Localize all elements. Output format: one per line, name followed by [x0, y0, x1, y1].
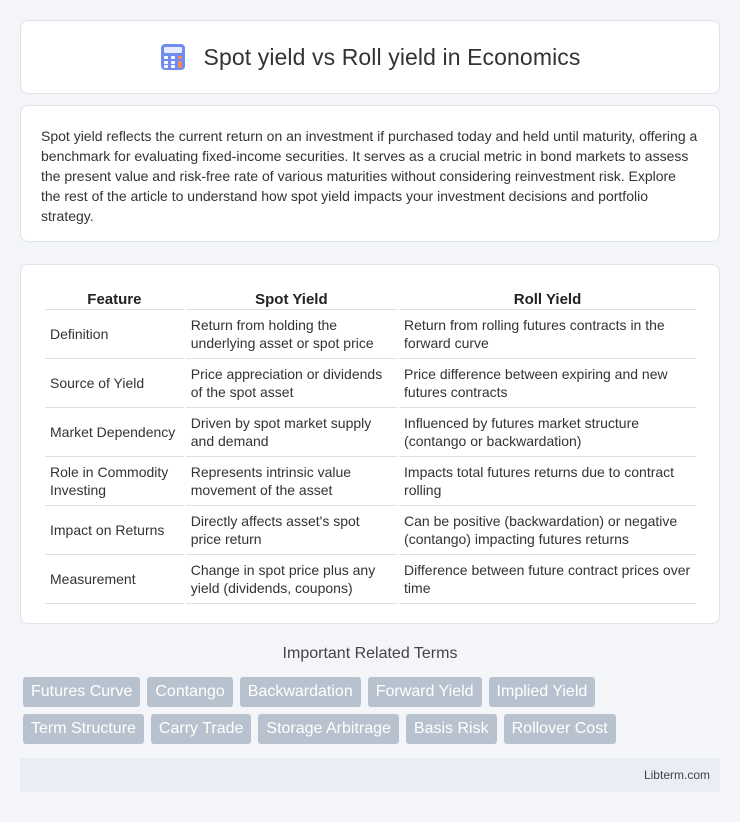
table-row	[45, 310, 696, 359]
spot-yield-cell: Directly affects asset's spot price return	[186, 506, 397, 555]
tag-implied-yield[interactable]: Implied Yield	[489, 677, 596, 707]
title-wrap	[160, 43, 581, 71]
roll-yield-cell: Can be positive (backwardation) or negative (contango) impacting futures returns	[399, 506, 696, 555]
table-row	[45, 555, 696, 604]
roll-yield-cell: Difference between future contract prices over time	[399, 555, 696, 604]
table-header-row	[45, 285, 696, 310]
intro-card	[20, 105, 720, 242]
feature-cell: Market Dependency	[45, 408, 184, 457]
tag-futures-curve[interactable]: Futures Curve	[23, 677, 140, 707]
feature-cell: Source of Yield	[45, 359, 184, 408]
tag-term-structure[interactable]: Term Structure	[23, 714, 144, 744]
feature-cell: Definition	[45, 310, 184, 359]
tag-rollover-cost[interactable]: Rollover Cost	[504, 714, 616, 744]
table-row	[45, 506, 696, 555]
tag-contango[interactable]: Contango	[147, 677, 232, 707]
feature-cell: Role in Commodity Investing	[45, 457, 184, 506]
spot-yield-cell: Driven by spot market supply and demand	[186, 408, 397, 457]
comparison-table-card	[20, 264, 720, 624]
spot-yield-cell: Represents intrinsic value movement of the asset	[186, 457, 397, 506]
header-spot-yield: Spot Yield	[186, 285, 397, 310]
tag-backwardation[interactable]: Backwardation	[240, 677, 361, 707]
tag-storage-arbitrage[interactable]: Storage Arbitrage	[258, 714, 399, 744]
table-row	[45, 457, 696, 506]
tag-carry-trade[interactable]: Carry Trade	[151, 714, 251, 744]
header-card	[20, 20, 720, 94]
table-row	[45, 408, 696, 457]
tag-basis-risk[interactable]: Basis Risk	[406, 714, 497, 744]
table-row	[45, 359, 696, 408]
header-feature: Feature	[45, 285, 184, 310]
related-terms-list	[23, 677, 723, 744]
calculator-icon	[160, 43, 186, 71]
spot-yield-cell: Return from holding the underlying asset or spot price	[186, 310, 397, 359]
page-title: Spot yield vs Roll yield in Economics	[203, 43, 581, 70]
spot-yield-cell: Price appreciation or dividends of the spot asset	[186, 359, 397, 408]
header-roll-yield: Roll Yield	[399, 285, 696, 310]
related-terms-title: Important Related Terms	[282, 645, 458, 662]
spot-yield-cell: Change in spot price plus any yield (dividends, coupons)	[186, 555, 397, 604]
feature-cell: Impact on Returns	[45, 506, 184, 555]
roll-yield-cell: Influenced by futures market structure (contango or backwardation)	[399, 408, 696, 457]
feature-cell: Measurement	[45, 555, 184, 604]
roll-yield-cell: Price difference between expiring and new futures contracts	[399, 359, 696, 408]
comparison-table	[43, 285, 698, 604]
tag-forward-yield[interactable]: Forward Yield	[368, 677, 482, 707]
footer-site-link[interactable]: Libterm.com	[643, 768, 710, 782]
footer	[20, 758, 720, 792]
intro-paragraph: Spot yield reflects the current return on an investment if purchased today and held until maturity, offering a benchmark for evaluating fixed-income securities. It serves as a crucial metric in bond markets to assess the present value and risk-free rate of various maturities without considering reinvestment risk. Explore the rest of the article to understand how spot yield impacts your investment decisions and portfolio strategy.	[41, 128, 698, 224]
roll-yield-cell: Return from rolling futures contracts in the forward curve	[399, 310, 696, 359]
roll-yield-cell: Impacts total futures returns due to contract rolling	[399, 457, 696, 506]
